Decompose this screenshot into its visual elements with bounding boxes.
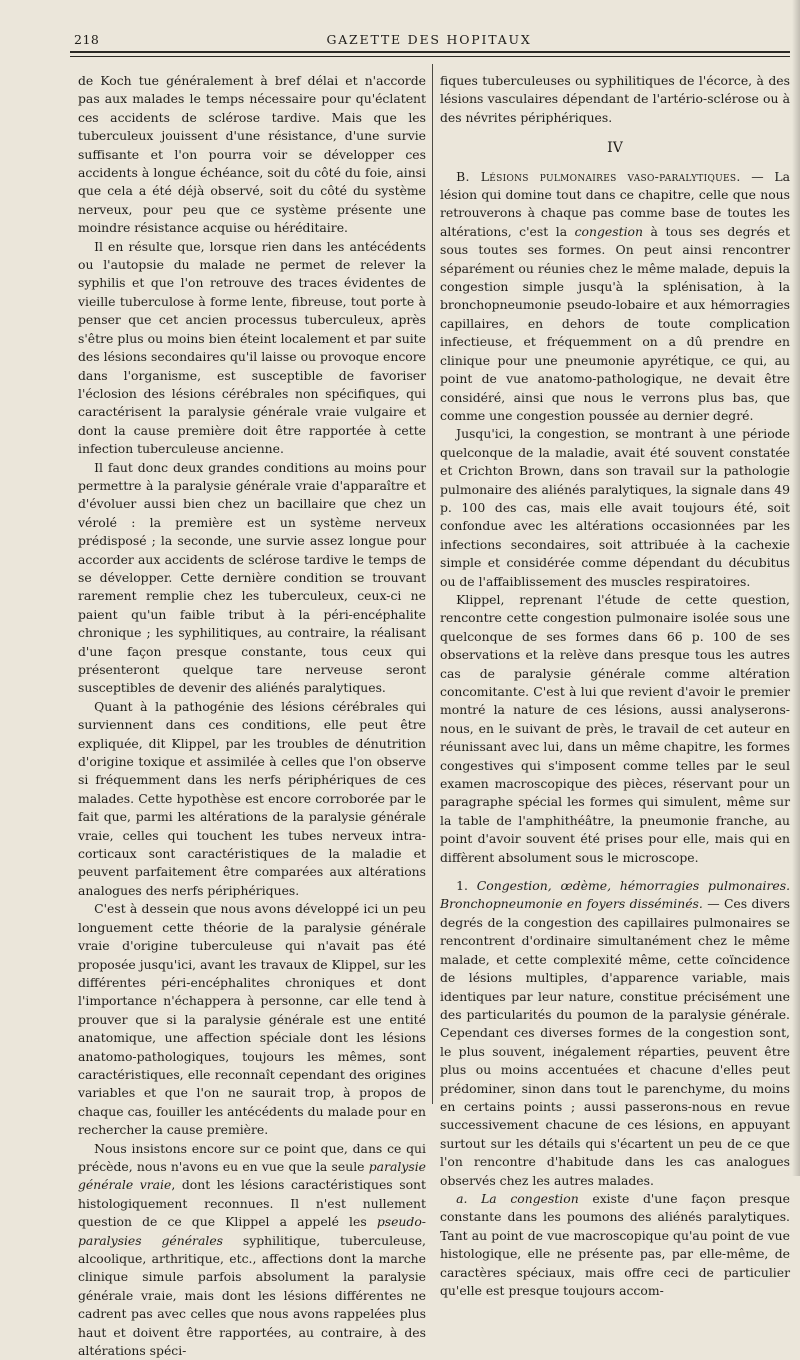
page-number: 218	[74, 32, 100, 47]
emphasis: pseudo-paralysies générales	[78, 1214, 426, 1248]
text-run: — Ces divers degrés de la congestion des capillaires pulmonaires se rencontrent d'ordinaire simultanément chez le même malade, et cette complexité même, cette coïncidence de lésions multiples, d'apparence variable, mais identiques par leur nature, constitue précisément une des particularités du poumon de la paralysie générale. Cependant ces diverses formes de la congestion sont, le plus souvent, inégalement réparties, peuvent être plus ou moins accentuées et chacune d'elles peut prédominer, sinon dans tout le parenchyme, du moins en certains points ; aussi passerons-nous en revue successivement chacune de ces lésions, en appuyant surtout sur les détails qui s'écartent un peu de ce que l'on rencontre d'habitude dans les cas analogues observés chez les autres malades.	[440, 896, 790, 1188]
paragraph: Il faut donc deux grandes conditions au moins pour permettre à la paralysie générale vraie d'apparaître et d'évoluer aussi bien chez un bacillaire que chez un vérolé : la première est un système nerveux prédisposé ; la seconde, une survie assez longue pour accorder aux accidents de sclérose tardive le temps de se développer. Cette dernière condition se trouvant rarement remplie chez les tuberculeux, ceux-ci ne paient qu'un faible tribut à la péri-encéphalite chronique ; les syphilitiques, au contraire, la réalisant d'une façon presque constante, tous ceux qui présenteront quelque tare nerveuse seront susceptibles de devenir des aliénés paralytiques.	[78, 459, 426, 696]
paragraph: Klippel, reprenant l'étude de cette question, rencontre cette congestion pulmonaire isolée sous une quelconque de ses formes dans 66 p. 100 de ses observations et la relève dans presque tous les autres cas de paralysie générale comme altération concomitante. C'est à lui que revient d'avoir le premier montré la nature de ces lésions, aussi analyserons-nous, en le suivant de près, le travail de cet auteur en réunissant avec lui, dans un même chapitre, les formes congestives qui s'imposent comme telles par le seul examen macroscopique des pièces, réservant pour un paragraphe spécial les formes qui simulent, même sur la table de l'amphithéâtre, la pneumonie franche, au point d'avoir souvent été prises pour elle, mais qui en diffèrent absolument sous le microscope.	[440, 591, 790, 865]
text-run: existe d'une façon presque constante dans les poumons des aliénés paralytiques. Tant au point de vue macroscopique qu'au point de vue histologique, elle ne présente pas, par elle-même, de caractères spéciaux, mais offre ceci de particulier qu'elle est presque toujours accom-	[440, 1190, 790, 1298]
emphasis: congestion	[574, 223, 643, 239]
paragraph: fiques tuberculeuses ou syphilitiques de l'écorce, à des lésions vasculaires dépendant de l'artério-sclérose ou à des névrites périphériques.	[440, 73, 790, 125]
paragraph	[440, 1190, 790, 1300]
paragraph: Quant à la pathogénie des lésions cérébrales qui surviennent dans ces conditions, elle peut être expliquée, dit Klippel, par les troubles de dénutrition d'origine toxique et assimilée à celles que l'on observe si fréquemment dans les nerfs périphériques de ces malades. Cette hypothèse est encore corroborée par le fait que, parmi les altérations de la paralysie générale vraie, celles qui touchent les tubes nerveux intra-corticaux sont caractéristiques de la maladie et peuvent parfaitement être comparées aux altérations analogues des nerfs périphériques.	[78, 698, 426, 898]
paragraph	[440, 877, 790, 1190]
text-run: — La lésion qui domine tout dans ce chapitre, celle que nous retrouverons à chaque pas comme base de toutes les altérations, c'est la	[440, 168, 790, 239]
paragraph: Il en résulte que, lorsque rien dans les antécédents ou l'autopsie du malade ne permet de relever la syphilis et que l'on retrouve des traces évidentes de vieille tuberculose à forme lente, fibreuse, tout porte à penser que cet ancien processus tuberculeux, après s'être plus ou moins bien éteint localement et par suite des lésions secondaires qu'il laisse ou provoque encore dans l'organisme, est susceptible de favoriser l'éclosion des lésions cérébrales non spécifiques, qui caractérisent la paralysie générale vraie vulgaire et dont la cause première doit être rapportée à cette infection tuberculeuse ancienne.	[78, 238, 426, 457]
text-run: Nous insistons encore sur ce point que, dans ce qui précède, nous n'avons eu en vue que la seule	[78, 1140, 426, 1174]
paragraph: de Koch tue généralement à bref délai et n'accorde pas aux malades le temps nécessaire pour qu'éclatent ces accidents de sclérose tardive. Mais que les tuberculeux jouissent d'une résistance, d'une survie suffisante et l'on pourra voir se développer ces accidents à longue échéance, soit du côté du foie, ainsi que cela a été déjà observé, soit du côté du système nerveux, pour peu que ce système présente une moindre résistance acquise ou héréditaire.	[78, 73, 426, 236]
subsection-title: Congestion, œdème, hémorragies pulmonaires. Bronchopneumonie en foyers disséminés.	[440, 878, 791, 912]
page-edge-shadow	[792, 0, 800, 1176]
item-letter: a. La	[456, 1190, 511, 1206]
paragraph	[440, 168, 790, 426]
header-rule-thick	[70, 51, 790, 53]
left-column	[78, 72, 426, 1360]
section-heading: IV	[607, 140, 623, 157]
right-column	[440, 72, 790, 1300]
paragraph: Jusqu'ici, la congestion, se montrant à une période quelconque de la maladie, avait été souvent constatée et Crichton Brown, dans son travail sur la pathologie pulmonaire des aliénés paralytiques, la signale dans 49 p. 100 des cas, mais elle avait toujours été, soit confondue avec les altérations occasionnées par les infections secondaires, soit attribuée à la cachexie simple et considérée comme dépendant du décubitus ou de l'affaiblissement des muscles respiratoires.	[440, 426, 790, 589]
running-title: GAZETTE DES HOPITAUX	[326, 32, 532, 47]
item-number: 1.	[456, 878, 477, 894]
emphasis: paralysie générale vraie	[78, 1158, 426, 1193]
paragraph: C'est à dessein que nous avons développé ici un peu longuement cette théorie de la paralysie générale vraie d'origine tuberculeuse qui n'avait pas été proposée jusqu'ici, avant les travaux de Klippel, sur les différentes péri-encéphalites chroniques et dont l'importance n'échappera à personne, car elle tend à prouver que si la paralysie générale est une entité anatomique, une affection spéciale dont les lésions anatomo-pathologiques, toujours les mêmes, sont caractéristiques, elle reconnaît cependant des origines variables et que l'on ne saurait trop, à propos de chaque cas, fouiller les antécédents du malade pour en rechercher la cause première.	[78, 901, 426, 1138]
column-divider	[432, 64, 433, 1104]
text-run: , dont les lésions caractéristiques sont histologiquement reconnues. Il n'est nullement question de ce que Klippel a appelé les	[78, 1177, 426, 1230]
section-lead: B. Lésions pulmonaires vaso-paralytiques.	[456, 168, 741, 184]
paragraph	[78, 1140, 426, 1360]
page-header	[70, 26, 788, 50]
text-run: syphilitique, tuberculeuse, alcoolique, arthritique, etc., affections dont la marche clinique simule parfois absolument la paralysie générale vraie, mais dont les lésions différentes ne cadrent pas avec celles que nous avons rappelées plus haut et doivent être rapportées, au contraire, à des altérations spéci-	[78, 1232, 426, 1359]
emphasis: congestion	[510, 1190, 579, 1206]
header-rule-thin	[70, 56, 790, 57]
text-run: à tous ses degrés et sous toutes ses formes. On peut ainsi rencontrer séparément ou réunies chez le même malade, depuis la congestion simple jusqu'à la splénisation, à la bronchopneumonie pseudo-lobaire et aux hémorragies capillaires, en dehors de toute complication infectieuse, et fréquemment on a dû prendre en clinique pour une pneumonie apyrétique, ce qui, au point de vue anatomo-pathologique, ne devait être considéré, ainsi que nous le verrons plus bas, que comme une congestion poussée au dernier degré.	[440, 223, 790, 423]
